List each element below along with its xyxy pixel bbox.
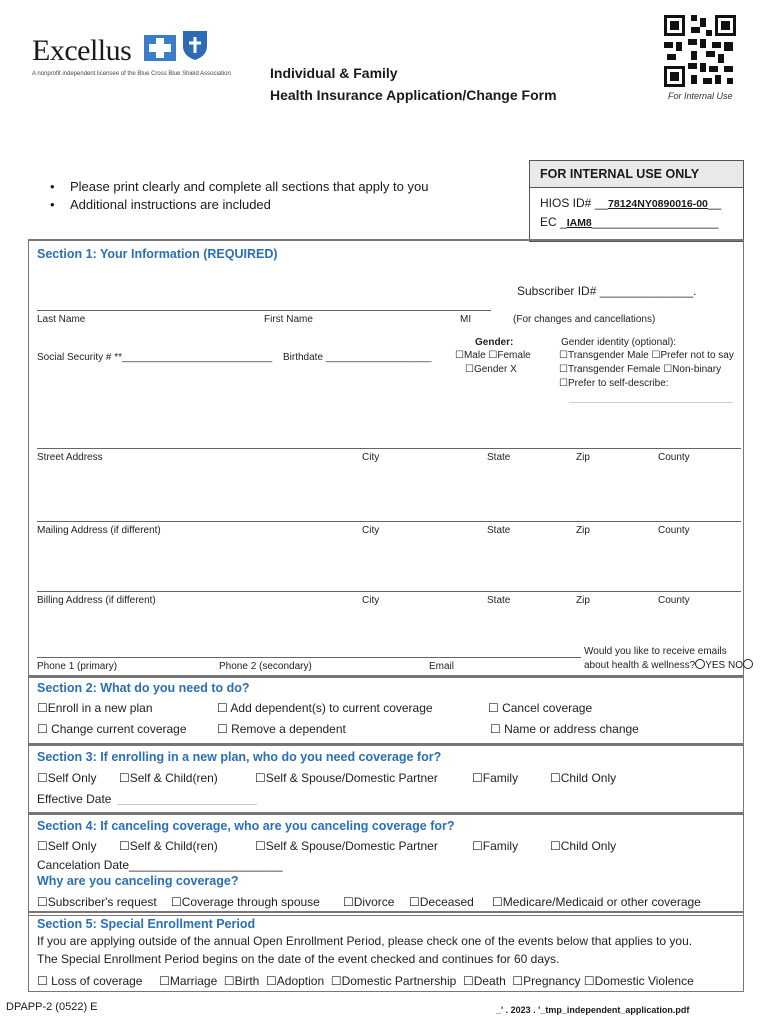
section-2-title: Section 2: What do you need to do? [37,681,250,695]
email-no-radio[interactable] [743,659,753,669]
city-label: City [362,595,380,606]
form-title-line1: Individual & Family [270,65,398,81]
section-5-special-enrollment [28,911,744,992]
internal-use-heading: FOR INTERNAL USE ONLY [530,161,743,188]
form-title-line2: Health Insurance Application/Change Form [270,87,557,103]
billing-address-label: Billing Address (if different) [37,595,156,606]
hios-id: HIOS ID# __78124NY0890016-00__ [540,196,722,210]
name-line[interactable] [37,310,491,311]
self-only-checkbox[interactable]: ☐Self Only [37,839,97,853]
section-5-title: Section 5: Special Enrollment Period [37,917,256,931]
deceased-checkbox[interactable]: ☐Deceased [409,895,474,909]
county-label: County [658,525,690,536]
sep-event-checkboxes[interactable]: ☐ Loss of coverage ☐Marriage ☐Birth ☐Adoption ☐Domestic Partnership ☐Death ☐Pregnancy ☐Domestic Violence [37,974,694,988]
gender-label: Gender: [475,337,514,348]
hios-id-value: 78124NY0890016-00 [608,198,708,210]
subscriber-request-checkbox[interactable]: ☐Subscriber's request [37,895,157,909]
city-label: City [362,452,380,463]
child-only-checkbox[interactable]: ☐Child Only [550,839,617,853]
section-4-canceling [28,813,744,916]
effective-date-line[interactable] [117,804,257,805]
ec-code: EC _IAM8___________________ [540,215,719,229]
why-canceling-title: Why are you canceling coverage? [37,874,239,888]
gender-identity-options-2[interactable]: ☐Transgender Female ☐Non-binary [559,364,722,375]
billing-address-line[interactable] [37,591,741,592]
mailing-address-line[interactable] [37,521,741,522]
state-label: State [487,452,511,463]
section-3-enrolling [28,744,744,813]
mi-label: MI [460,314,472,325]
add-dependent-checkbox[interactable]: ☐ Add dependent(s) to current coverage [217,701,433,715]
section-1-your-information [28,239,744,678]
instructions-list [50,179,428,215]
child-only-checkbox[interactable]: ☐Child Only [550,771,617,785]
file-name: _' . 2023 . '_tmp_independent_application.pdf [496,1005,690,1015]
family-checkbox[interactable]: ☐Family [472,839,519,853]
phone-email-line[interactable] [37,657,581,658]
qr-caption: For Internal Use [668,91,733,101]
email-optin-question-2: about health & wellness? YES NO [584,659,753,671]
change-coverage-checkbox[interactable]: ☐ Change current coverage [37,722,187,736]
instruction-item: • Additional instructions are included [50,197,428,212]
self-describe-line[interactable] [569,402,733,403]
cancel-coverage-checkbox[interactable]: ☐ Cancel coverage [488,701,593,715]
medicare-medicaid-checkbox[interactable]: ☐Medicare/Medicaid or other coverage [492,895,701,909]
birthdate-field[interactable]: Birthdate ___________________ [283,352,432,363]
spouse-coverage-checkbox[interactable]: ☐Coverage through spouse [171,895,320,909]
last-name-label: Last Name [37,314,86,325]
gender-self-describe-checkbox[interactable]: ☐Prefer to self-describe: [559,378,669,389]
city-label: City [362,525,380,536]
email-label: Email [429,661,455,672]
subscriber-id-field[interactable]: Subscriber ID# ______________. [517,284,697,298]
gender-identity-options-1[interactable]: ☐Transgender Male ☐Prefer not to say [559,350,734,361]
self-spouse-checkbox[interactable]: ☐Self & Spouse/Domestic Partner [255,771,438,785]
zip-label: Zip [576,595,590,606]
sep-instructions-1: If you are applying outside of the annual Open Enrollment Period, please check one of the events below that applies to you. [37,934,693,948]
ec-code-value: IAM8 [566,217,592,229]
divorce-checkbox[interactable]: ☐Divorce [343,895,395,909]
section-2-what-to-do [28,675,744,744]
internal-use-box [529,160,744,242]
blue-shield-icon [180,28,210,62]
blue-cross-icon [142,33,178,63]
street-address-label: Street Address [37,452,103,463]
cancelation-date-field[interactable]: Cancelation Date_______________________ [37,858,283,872]
changes-note: (For changes and cancellations) [513,314,656,325]
effective-date-label: Effective Date [37,792,112,806]
email-optin-question: Would you like to receive emails [584,646,727,657]
section-4-title: Section 4: If canceling coverage, who are you canceling coverage for? [37,819,455,833]
remove-dependent-checkbox[interactable]: ☐ Remove a dependent [217,722,346,736]
county-label: County [658,452,690,463]
state-label: State [487,595,511,606]
phone-secondary-label: Phone 2 (secondary) [219,661,312,672]
state-label: State [487,525,511,536]
self-only-checkbox[interactable]: ☐Self Only [37,771,97,785]
mailing-address-label: Mailing Address (if different) [37,525,161,536]
qr-code-icon [664,15,736,87]
email-yes-radio[interactable] [695,659,705,669]
enroll-new-plan-checkbox[interactable]: ☐Enroll in a new plan [37,701,153,715]
phone-primary-label: Phone 1 (primary) [37,661,118,672]
zip-label: Zip [576,525,590,536]
gender-male-female-checkboxes[interactable]: ☐Male ☐Female [455,350,531,361]
logo-tagline: A nonprofit independent licensee of the Blue Cross Blue Shield Association [32,71,231,77]
self-children-checkbox[interactable]: ☐Self & Child(ren) [119,839,218,853]
form-code: DPAPP-2 (0522) E [6,1001,98,1013]
section-1-title: Section 1: Your Information (REQUIRED) [37,247,278,261]
first-name-label: First Name [264,314,313,325]
self-children-checkbox[interactable]: ☐Self & Child(ren) [119,771,218,785]
ssn-field[interactable]: Social Security # **___________________________ [37,352,273,363]
county-label: County [658,595,690,606]
section-3-title: Section 3: If enrolling in a new plan, who do you need coverage for? [37,750,442,764]
instruction-item: • Please print clearly and complete all sections that apply to you [50,179,428,194]
street-address-line[interactable] [37,448,741,449]
gender-x-checkbox[interactable]: ☐Gender X [465,364,517,375]
family-checkbox[interactable]: ☐Family [472,771,519,785]
excellus-logo: Excellus [32,34,132,67]
self-spouse-checkbox[interactable]: ☐Self & Spouse/Domestic Partner [255,839,438,853]
sep-instructions-2: The Special Enrollment Period begins on the date of the event checked and continues for 60 days. [37,952,560,966]
zip-label: Zip [576,452,590,463]
gender-identity-label: Gender identity (optional): [561,337,677,348]
name-address-change-checkbox[interactable]: ☐ Name or address change [490,722,639,736]
